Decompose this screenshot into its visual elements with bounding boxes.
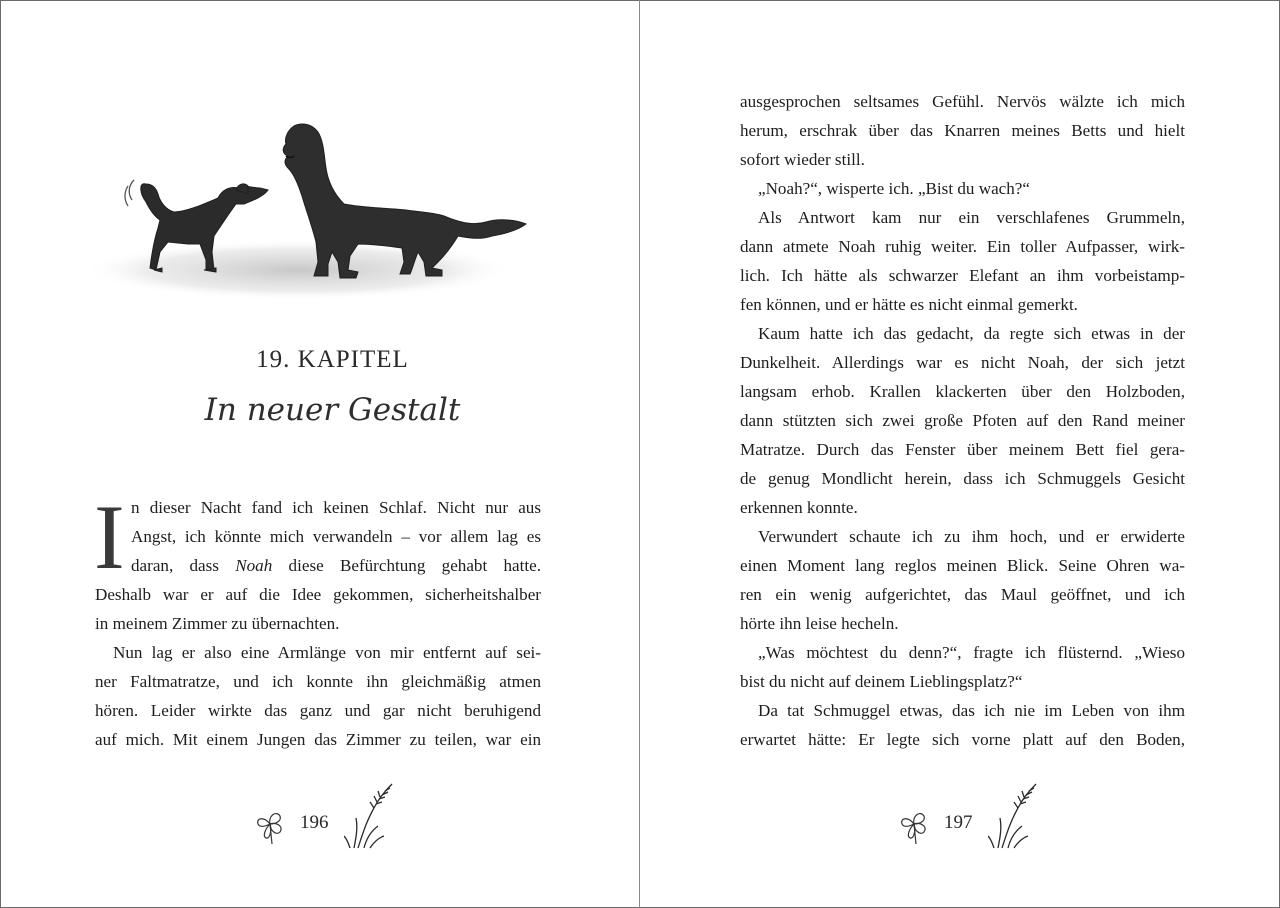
right-page-footer: [896, 780, 1056, 850]
text-segment: diese Befürchtung gehabt hatte.: [272, 556, 541, 575]
italic-name: Noah: [235, 556, 273, 575]
text-line: sofort wieder still.: [740, 150, 865, 169]
text-line: fen können, und er hätte es nicht einmal gemerkt.: [740, 295, 1078, 314]
text-line: erkennen konnte.: [740, 498, 858, 517]
chapter-number: 19. KAPITEL: [256, 346, 409, 373]
clover-icon: [252, 806, 288, 846]
text-line: „Was möchtest du denn?“, fragte ich flüsternd. „Wieso: [758, 643, 1185, 662]
text-line: Da tat Schmuggel etwas, das ich nie im Leben von ihm: [758, 701, 1185, 720]
text-line: de genug Mondlicht herein, dass ich Schmuggels Gesicht: [740, 469, 1185, 488]
text-line: ausgesprochen seltsames Gefühl. Nervös wälzte ich mich: [740, 92, 1185, 111]
text-line: bist du nicht auf deinem Lieblingsplatz?“: [740, 672, 1023, 691]
dogs-illustration: [88, 112, 538, 312]
text-line: einen Moment lang reglos meinen Blick. Seine Ohren wa-: [740, 556, 1185, 575]
text-line: in meinem Zimmer zu übernachten.: [95, 614, 340, 633]
text-line: Matratze. Durch das Fenster über meinem Bett fiel gera-: [740, 440, 1185, 459]
text-line: erwartet hätte: Er legte sich vorne platt auf den Boden,: [740, 730, 1185, 749]
left-page-text: [94, 486, 541, 754]
text-line: hörte ihn leise hecheln.: [740, 614, 899, 633]
text-line: dann stützten sich zwei große Pfoten auf den Rand meiner: [740, 411, 1185, 430]
text-line: Kaum hatte ich das gedacht, da regte sich etwas in der: [758, 324, 1185, 343]
text-line: Verwundert schaute ich zu ihm hoch, und er erwiderte: [758, 527, 1185, 546]
clover-icon: [896, 806, 932, 846]
right-page-text: [740, 87, 1185, 754]
text-line: hören. Leider wirkte das ganz und gar nicht beruhigend: [95, 701, 541, 720]
text-line: ner Faltmatratze, und ich konnte ihn gleichmäßig atmen: [95, 672, 541, 691]
text-line: „Noah?“, wisperte ich. „Bist du wach?“: [758, 179, 1030, 198]
text-line: dann atmete Noah ruhig weiter. Ein toller Aufpasser, wirk-: [740, 237, 1185, 256]
text-line: Deshalb war er auf die Idee gekommen, sicherheitshalber: [95, 585, 541, 604]
grass-icon: [988, 782, 1044, 850]
left-page: [0, 0, 639, 908]
text-line: [95, 551, 541, 580]
right-page: [640, 0, 1280, 908]
chapter-title: In neuer Gestalt: [204, 392, 461, 428]
text-line: lich. Ich hätte als schwarzer Elefant an ihm vorbeistamp-: [740, 266, 1185, 285]
text-line: n dieser Nacht fand ich keinen Schlaf. Nicht nur aus: [131, 498, 541, 517]
page-number: 196: [300, 812, 329, 833]
text-line: Angst, ich könnte mich verwandeln – vor allem lag es: [131, 527, 541, 546]
text-line: Nun lag er also eine Armlänge von mir entfernt auf sei-: [113, 643, 541, 662]
text-line: Dunkelheit. Allerdings war es nicht Noah, der sich jetzt: [740, 353, 1185, 372]
text-segment: daran, dass: [131, 556, 236, 575]
text-line: ren ein wenig aufgerichtet, das Maul geöffnet, und ich: [740, 585, 1185, 604]
text-line: herum, erschrak über das Knarren meines Betts und hielt: [740, 121, 1185, 140]
text-line: langsam erhob. Krallen klackerten über den Holzboden,: [740, 382, 1185, 401]
page-number: 197: [944, 812, 973, 833]
text-line: auf mich. Mit einem Jungen das Zimmer zu teilen, war ein: [95, 730, 541, 749]
drop-cap: I: [94, 486, 125, 588]
left-page-footer: [252, 780, 412, 850]
grass-icon: [344, 782, 400, 850]
text-line: Als Antwort kam nur ein verschlafenes Grummeln,: [758, 208, 1185, 227]
